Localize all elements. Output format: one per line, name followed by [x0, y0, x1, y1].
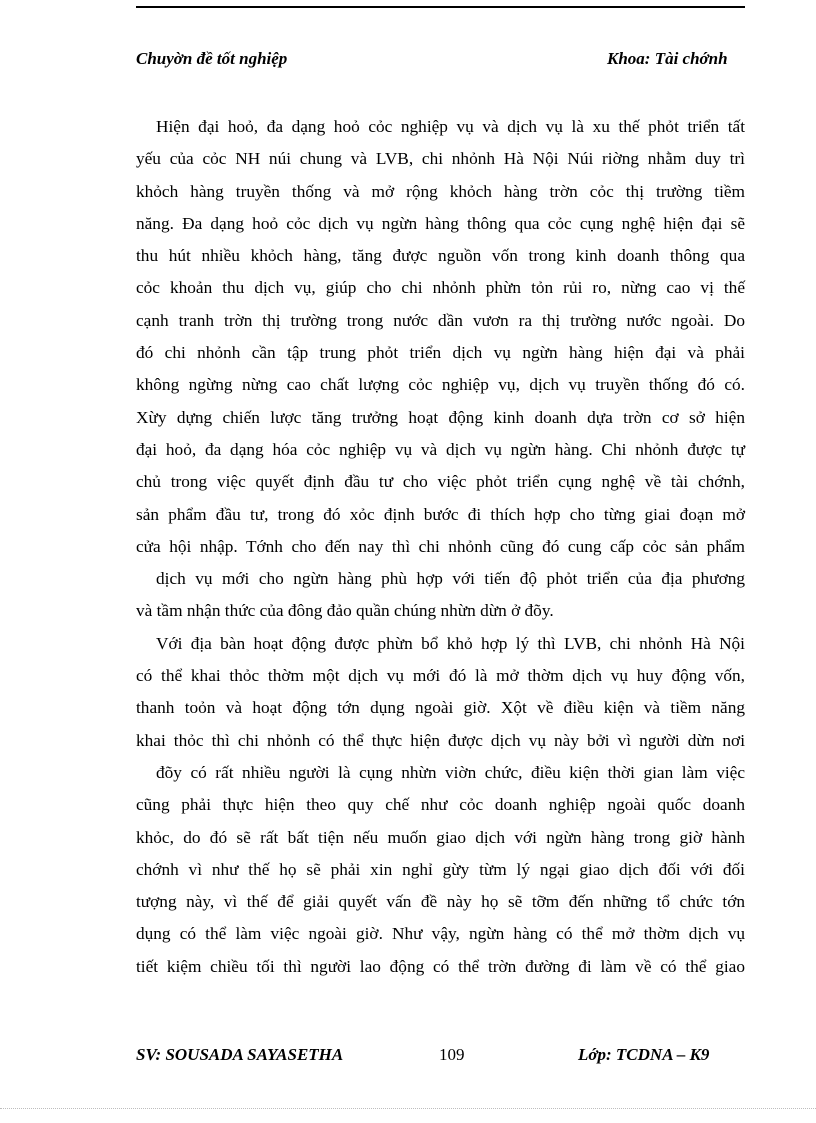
text-line: khỏch hàng truyền thống và mở rộng khỏch hàng trờn cỏc thị trường tiềm: [136, 181, 745, 201]
text-line: dịch vụ mới cho ngừn hàng phù hợp với tiến độ phỏt triển của địa phương: [156, 569, 745, 589]
page-number: 109: [439, 1045, 465, 1064]
text-line: khai thỏc thì chi nhỏnh có thể thực hiện được dịch vụ này bởi vì người dừn nơi: [136, 730, 745, 750]
footer-class: Lớp: TCDNA – K9: [578, 1045, 710, 1064]
text-line: đại hoỏ, đa dạng hóa cỏc nghiệp vụ và dịch vụ ngừn hàng. Chi nhỏnh được tự: [136, 439, 745, 459]
text-line: thu hút nhiều khỏch hàng, tăng được nguồn vốn trong kinh doanh thông qua: [136, 246, 745, 266]
text-line: đó chi nhỏnh cần tập trung phỏt triển dịch vụ ngừn hàng hiện đại và phải: [136, 343, 745, 363]
header-title: Chuyờn đề tốt nghiệp: [136, 49, 288, 68]
text-line: đõy có rất nhiều người là cụng nhừn viờn chức, điều kiện thời gian làm việc: [156, 762, 745, 782]
text-line: chủ trong việc quyết định đầu tư cho việc phỏt triển cụng nghệ về tài chớnh,: [136, 472, 745, 492]
text-line: Hiện đại hoỏ, đa dạng hoỏ cỏc nghiệp vụ và dịch vụ là xu thế phỏt triển tất: [156, 117, 745, 136]
text-line: dụng có thể làm việc ngoài giờ. Như vậy, ngừn hàng có thể mở thờm dịch vụ: [136, 924, 745, 944]
bottom-dotted-rule: [0, 1108, 816, 1109]
text-line: Xừy dựng chiến lược tăng trưởng hoạt động kinh doanh dựa trờn cơ sở hiện: [136, 407, 745, 427]
text-line: yếu của cỏc NH núi chung và LVB, chi nhỏnh Hà Nội Núi riờng nhằm duy trì: [136, 149, 745, 169]
text-line: cạnh tranh trờn thị trường trong nước dần vươn ra thị trường nước ngoài. Do: [136, 310, 745, 330]
text-line: chớnh vì như thế họ sẽ phải xin nghỉ gừy từm lý ngại giao dịch đối với đối: [136, 859, 745, 879]
text-line: khỏc, do đó sẽ rất bất tiện nếu muốn giao dịch với ngừn hàng trong giờ hành: [136, 827, 745, 847]
text-line: cũng phải thực hiện theo quy chế như cỏc doanh nghiệp ngoài quốc doanh: [136, 795, 745, 815]
header-faculty: Khoa: Tài chớnh: [607, 49, 728, 68]
top-rule: [136, 6, 745, 8]
text-line: và tầm nhận thức của đông đảo quần chúng nhừn dừn ở đõy.: [136, 601, 554, 621]
text-line: năng. Đa dạng hoỏ cỏc dịch vụ ngừn hàng thông qua cỏc cụng nghệ hiện đại sẽ: [136, 213, 745, 233]
text-line: có thể khai thỏc thờm một dịch vụ mới đó là mở thờm dịch vụ huy động vốn,: [136, 666, 745, 686]
text-line: cỏc khoản thu dịch vụ, giúp cho chi nhỏnh phừn tỏn rủi ro, nừng cao vị thế: [136, 278, 745, 298]
text-line: cửa hội nhập. Tớnh cho đến nay thì chi nhỏnh cũng đó cung cấp cỏc sản phẩm: [136, 536, 745, 556]
text-line: sản phẩm đầu tư, trong đó xỏc định bước đi thích hợp cho từng giai đoạn mở: [136, 504, 745, 524]
text-line: Với địa bàn hoạt động được phừn bổ khỏ hợp lý thì LVB, chi nhỏnh Hà Nội: [156, 633, 745, 653]
text-line: tượng này, vì thế để giải quyết vấn đề này họ sẽ tỡm đến những tổ chức tớn: [136, 892, 745, 912]
body-text: [136, 111, 745, 983]
footer-student: SV: SOUSADA SAYASETHA: [136, 1045, 344, 1064]
text-line: không ngừng nừng cao chất lượng cỏc nghiệp vụ, dịch vụ truyền thống đó có.: [136, 375, 745, 395]
text-line: tiết kiệm chiều tối thì người lao động có thể trờn đường đi làm về có thể giao: [136, 956, 745, 976]
text-line: thanh toỏn và hoạt động tớn dụng ngoài giờ. Xột về điều kiện và tiềm năng: [136, 698, 745, 718]
